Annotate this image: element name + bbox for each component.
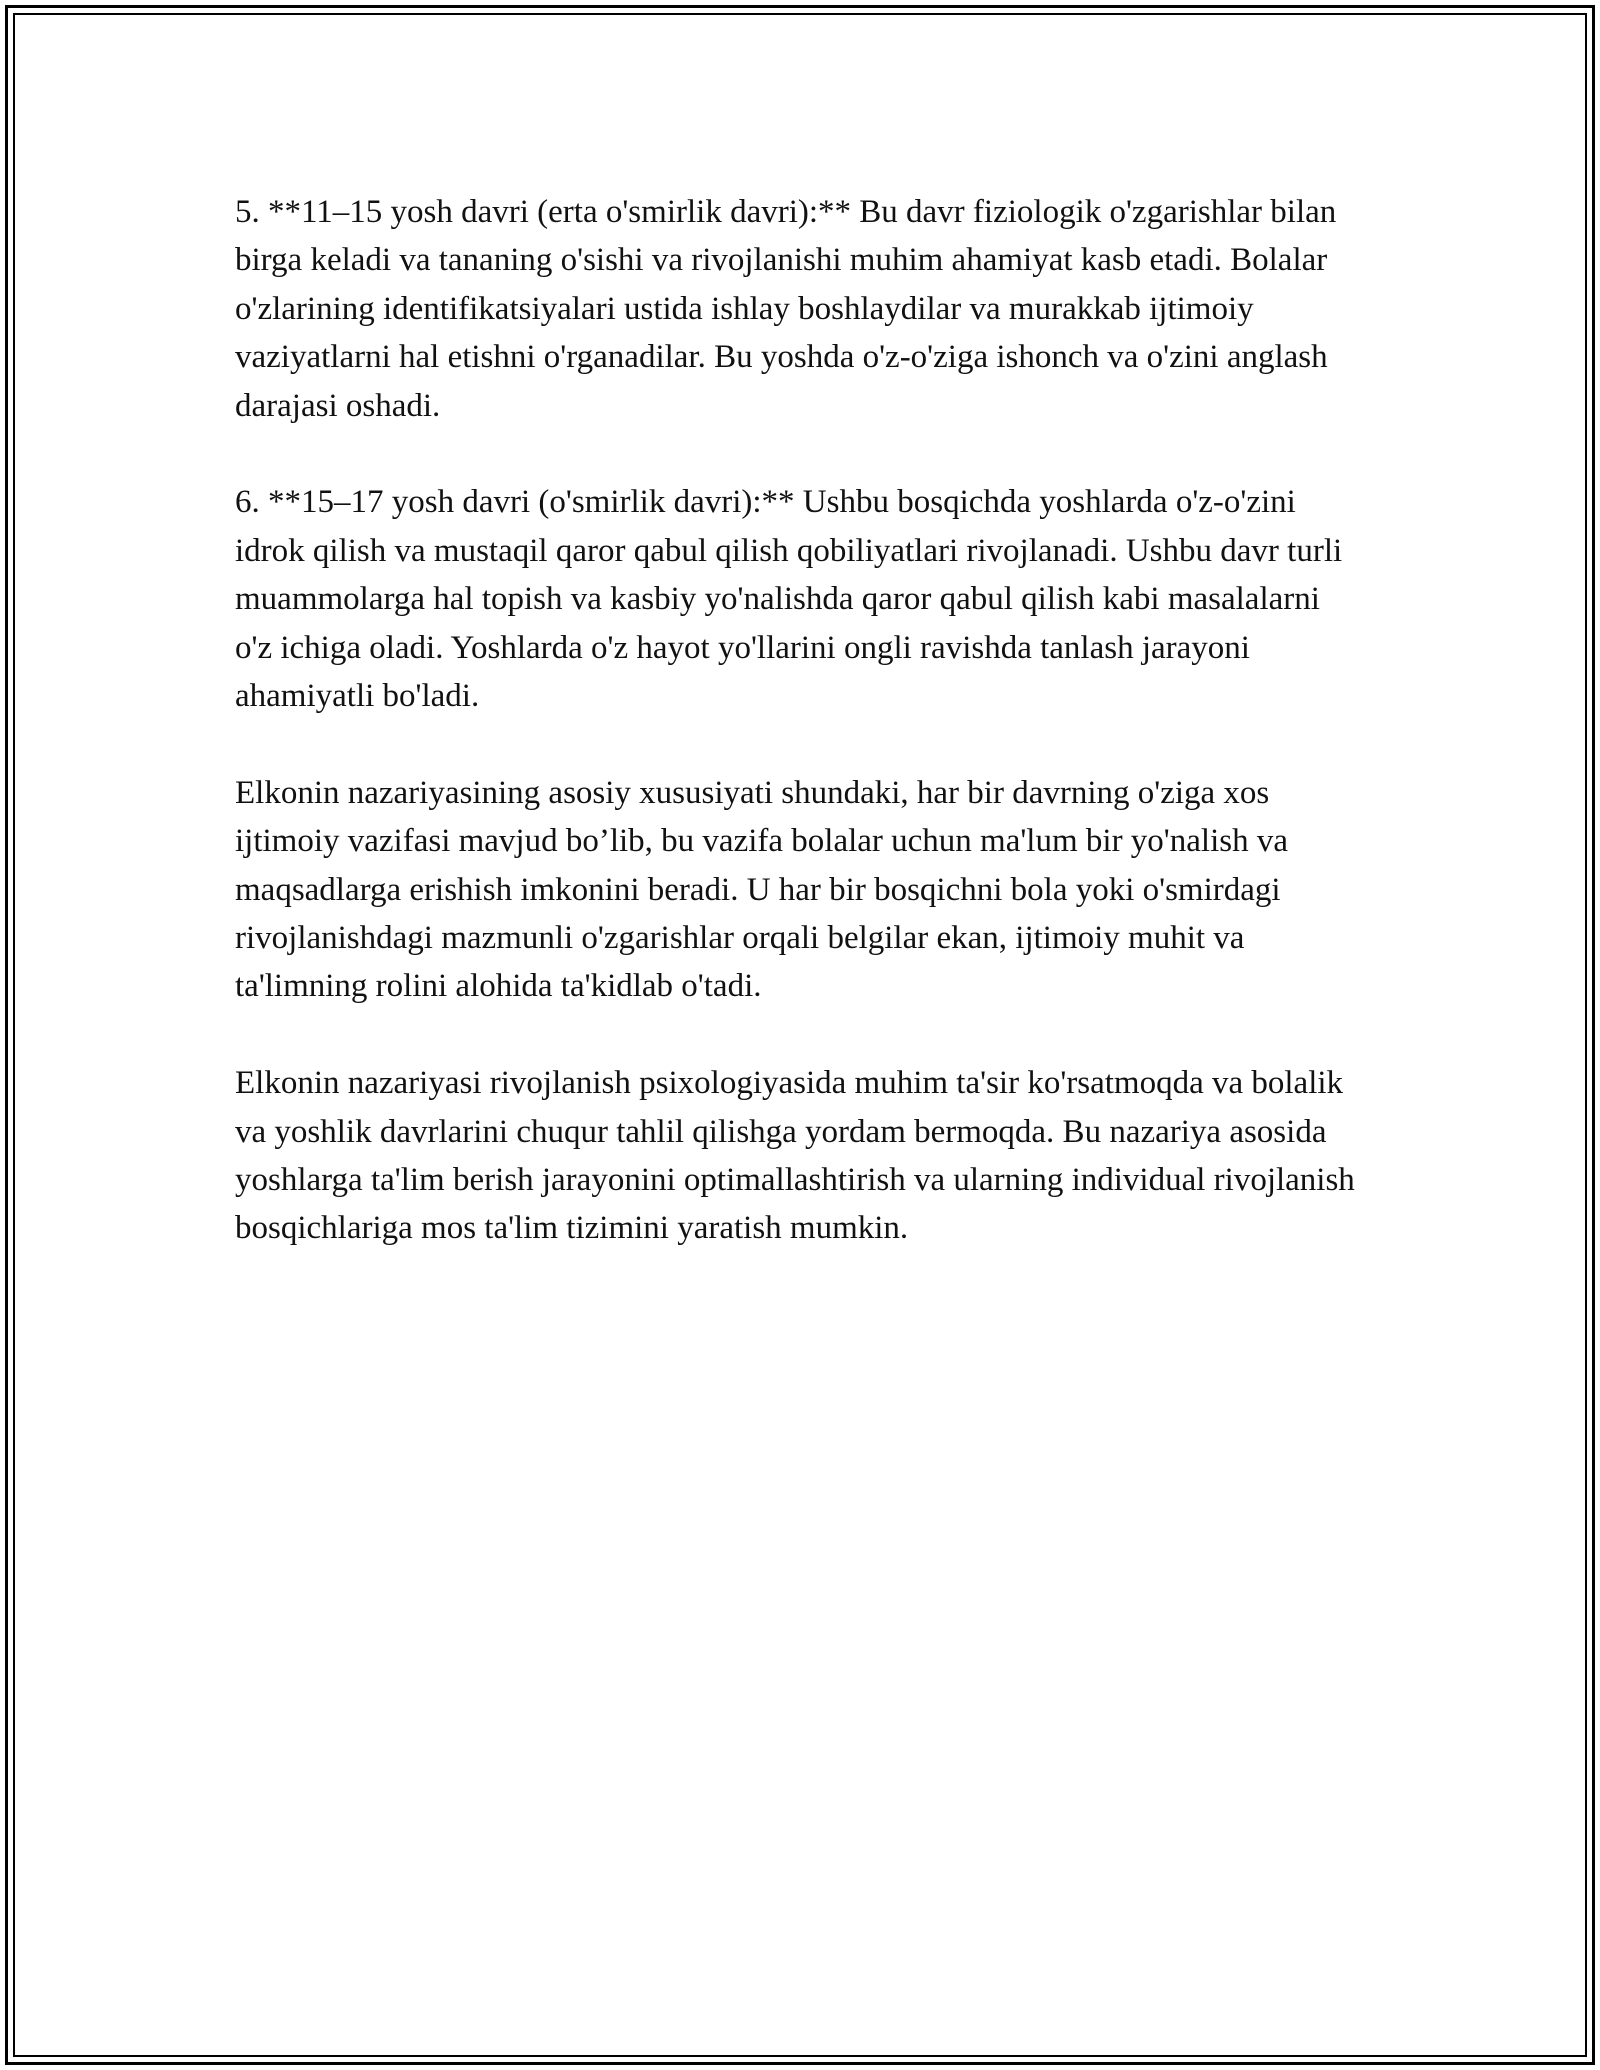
paragraph-elkonin-features: Elkonin nazariyasining asosiy xususiyati shundaki, har bir davrning o'ziga xos ijtimoiy vazifasi mavjud bo’lib, bu vazifa bolalar uchun ma'lum bir yo'nalish va maqsadlarga erishish imkonini beradi. U har bir bosqichni bola yoki o'smirdagi rivojlanishdagi mazmunli o'zgarishlar orqali belgilar ekan, ijtimoiy muhit va ta'limning rolini alohida ta'kidlab o'tadi.	[235, 774, 1288, 1005]
paragraph-age-15-17: 6. **15–17 yosh davri (o'smirlik davri):** Ushbu bosqichda yoshlarda o'z-o'zini idrok qilish va mustaqil qaror qabul qilish qobiliyatlari rivojlanadi. Ushbu davr turli muammolarga hal topish va kasbiy yo'nalishda qaror qabul qilish kabi masalalarni o'z ichiga oladi. Yoshlarda o'z hayot yo'llarini ongli ravishda tanlash jarayoni ahamiyatli bo'ladi.	[235, 484, 1343, 715]
paragraph-elkonin-significance: Elkonin nazariyasi rivojlanish psixologiyasida muhim ta'sir ko'rsatmoqda va bolalik va yoshlik davrlarini chuqur tahlil qilishga yordam bermoqda. Bu nazariya asosida yoshlarga ta'lim berish jarayonini optimallashtirish va ularning individual rivojlanish bosqichlariga mos ta'lim tizimini yaratish mumkin.	[235, 1065, 1355, 1247]
document-body	[235, 188, 1365, 1301]
paragraph-age-11-15: 5. **11–15 yosh davri (erta o'smirlik davri):** Bu davr fiziologik o'zgarishlar bilan birga keladi va tananing o'sishi va rivojlanishi muhim ahamiyat kasb etadi. Bolalar o'zlarining identifikatsiyalari ustida ishlay boshlaydilar va murakkab ijtimoiy vaziyatlarni hal etishni o'rganadilar. Bu yoshda o'z-o'ziga ishonch va o'zini anglash darajasi oshadi.	[235, 194, 1337, 424]
